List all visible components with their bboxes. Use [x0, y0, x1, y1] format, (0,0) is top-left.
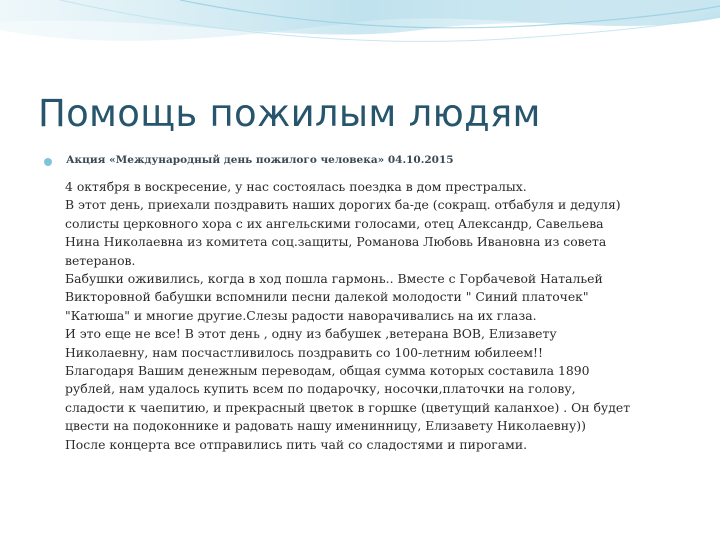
bullet-dot-icon	[44, 158, 52, 166]
text-line: ветеранов.	[65, 252, 136, 268]
text-line: "Катюша" и многие другие.Слезы радости наворачивались на их глаза.	[65, 307, 537, 323]
bullet-heading: Акция «Международный день пожилого человека» 04.10.2015	[66, 154, 454, 166]
text-line: Благодаря Вашим денежным переводам, общая сумма которых составила 1890	[65, 363, 590, 379]
text-line: сладости к чаепитию, и прекрасный цветок в горшке (цветущий каланхое) . Он будет	[65, 399, 631, 415]
text-line: 4 октября в воскресение, у нас состоялась поездка в дом престралых.	[65, 179, 527, 194]
text-line: Нина Николаевна из комитета соц.защиты, Романова Любовь Ивановна из совета	[65, 234, 607, 250]
page-title: Помощь пожилым людям	[38, 92, 541, 135]
text-line: Николаевну, нам посчастливилось поздравить со 100-летним юбилеем!!	[65, 344, 543, 360]
text-line: В этот день, приехали поздравить наших дорогих ба-де (сокращ. отбабуля и дедуля)	[65, 197, 621, 213]
text-line: Бабушки оживились, когда в ход пошла гармонь.. Вместе с Горбачевой Натальей	[65, 271, 603, 287]
text-line: И это еще не все! В этот день , одну из бабушек ,ветерана ВОВ, Елизавету	[65, 326, 557, 342]
decorative-waves	[0, 0, 720, 70]
text-line: цвести на подоконнике и радовать нашу именинницу, Елизавету Николаевну))	[65, 418, 586, 434]
text-line: солисты церковного хора с их ангельскими голосами, отец Александр, Савельева	[65, 215, 604, 231]
text-line: рублей, нам удалось купить всем по подарочку, носочки,платочки на голову,	[65, 381, 576, 397]
text-line: После концерта все отправились пить чай со сладостями и пирогами.	[65, 436, 528, 452]
text-line: Викторовной бабушки вспомнили песни далекой молодости " Синий платочек"	[65, 289, 589, 305]
body-text	[65, 178, 705, 454]
